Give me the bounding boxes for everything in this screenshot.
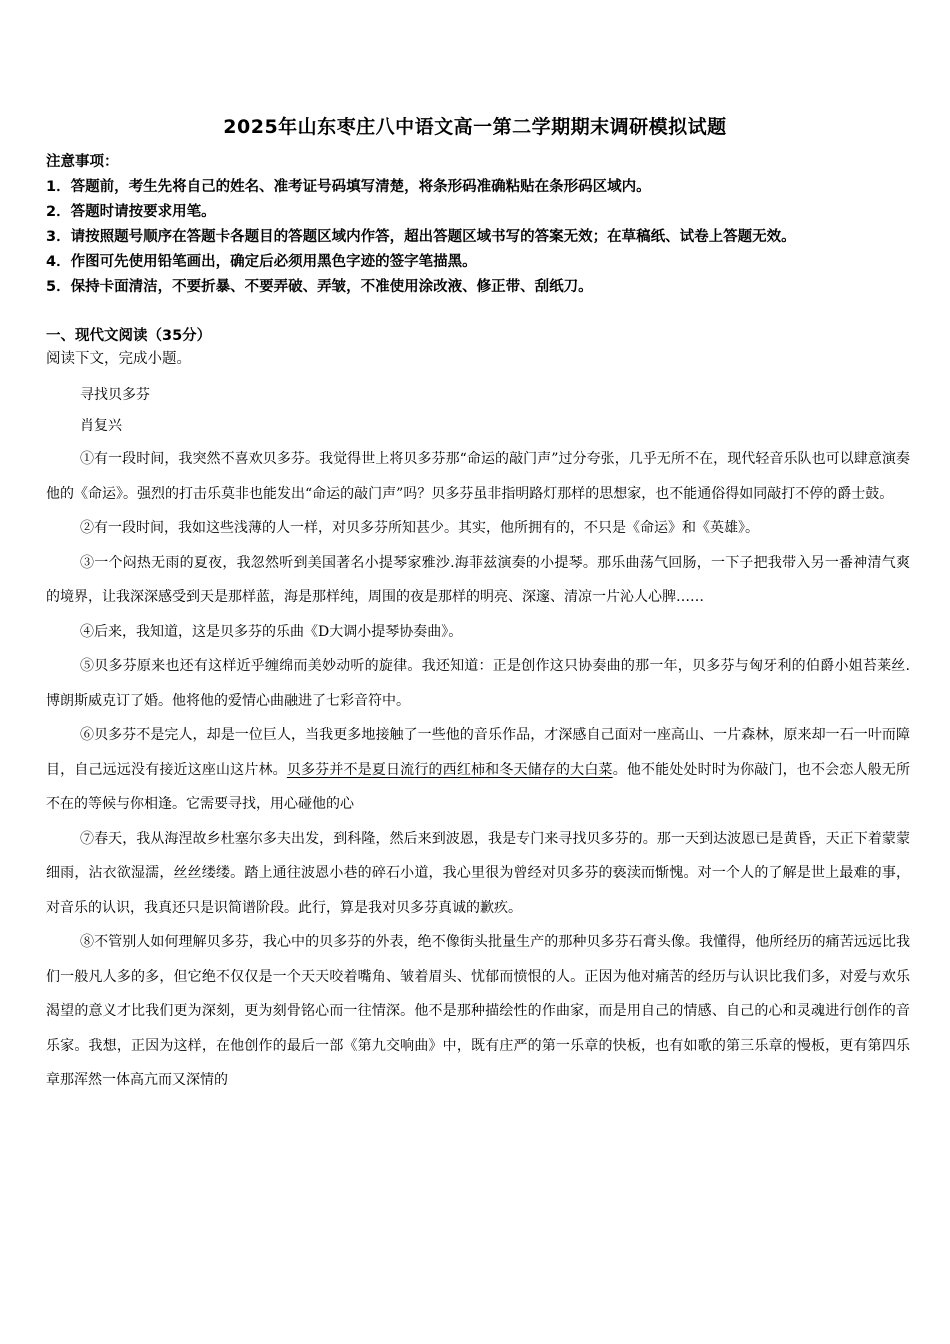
section-instruction: 阅读下文，完成小题。 xyxy=(46,351,191,367)
paragraph-2: ②有一段时间，我如这些浅薄的人一样，对贝多芬所知甚少。其实，他所拥有的，不只是《命运》和《英雄》。 xyxy=(80,520,759,536)
paragraph-4: ④后来，我知道，这是贝多芬的乐曲《D大调小提琴协奏曲》。 xyxy=(80,623,463,640)
paragraph-3: ③一个闷热无雨的夏夜，我忽然听到美国著名小提琴家雅沙.海菲兹演奏的小提琴。那乐曲荡气回肠，一下子把我带入另一番神清气爽的境界，让我深深感受到天是那样蓝，海是那样纯，周围的夜是那样的明亮、深邃、清凉一片沁人心脾…… xyxy=(46,554,910,605)
notice-item-1: 1．答题前，考生先将自己的姓名、准考证号码填写清楚，将条形码准确粘贴在条形码区域内。 xyxy=(46,179,651,195)
paragraph-6-start: ⑥贝多芬不是完人，却是一位巨人，当我更多地接触了一些他的音乐作品，才深感自己面对一座高山、一片森林，原来却一石一叶而障目，自己远远没有接近这座山这片林。 xyxy=(46,727,910,778)
exam-title: 2025年山东枣庄八中语文高一第二学期期末调研模拟试题 xyxy=(223,116,727,138)
section-heading: 一、现代文阅读（35分） xyxy=(46,328,212,344)
notice-heading: 注意事项： xyxy=(46,154,119,170)
paragraph-7: ⑦春天，我从海涅故乡杜塞尔多夫出发，到科隆，然后来到波恩，我是专门来寻找贝多芬的。那一天到达波恩已是黄昏，天正下着蒙蒙细雨，沾衣欲湿濡，丝丝缕缕。踏上通往波恩小巷的碎石小道，我心里很为曾经对贝多芬的亵渎而惭愧。对一个人的了解是世上最难的事，对音乐的认识，我真还只是识简谱阶段。此行，算是我对贝多芬真诚的歉疚。 xyxy=(46,830,910,916)
paragraph-6-end: 。他不能处处时时为你敲门，也不会恋人般无所不在的等候与你相逢。它需要寻找，用心碰他的心 xyxy=(46,761,911,812)
article-body xyxy=(46,380,910,1098)
paragraph-1: ①有一段时间，我突然不喜欢贝多芬。我觉得世上将贝多芬那“命运的敲门声”过分夸张，几乎无所不在，现代轻音乐队也可以肆意演奏他的《命运》。强烈的打击乐莫非也能发出“命运的敲门声”吗？贝多芬虽非指明路灯那样的思想家，也不能通俗得如同敲打不停的爵士鼓。 xyxy=(46,451,910,502)
notice-item-3: 3．请按照题号顺序在答题卡各题目的答题区域内作答，超出答题区域书写的答案无效；在草稿纸、试卷上答题无效。 xyxy=(46,229,796,245)
underlined-sentence: 贝多芬并不是夏日流行的西红柿和冬天储存的大白菜 xyxy=(286,761,613,778)
paragraph-5: ⑤贝多芬原来也还有这样近乎缠绵而美妙动听的旋律。我还知道：正是创作这只协奏曲的那一年，贝多芬与匈牙利的伯爵小姐苔莱丝.博朗斯威克订了婚。他将他的爱情心曲融进了七彩音符中。 xyxy=(46,658,910,709)
paragraph-6 xyxy=(46,718,910,822)
article-author: 肖复兴 xyxy=(80,418,122,434)
notice-item-2: 2．答题时请按要求用笔。 xyxy=(46,204,216,220)
notice-item-4: 4．作图可先使用铅笔画出，确定后必须用黑色字迹的签字笔描黑。 xyxy=(46,254,477,270)
notice-item-5: 5．保持卡面清洁，不要折暴、不要弄破、弄皱，不准使用涂改液、修正带、刮纸刀。 xyxy=(46,279,593,295)
paragraph-8: ⑧不管别人如何理解贝多芬，我心中的贝多芬的外表，绝不像街头批量生产的那种贝多芬石膏头像。我懂得，他所经历的痛苦远远比我们一般凡人多的多，但它绝不仅仅是一个天天咬着嘴角、皱着眉头、忧郁而愤恨的人。正因为他对痛苦的经历与认识比我们多，对爱与欢乐渴望的意义才比我们更为深刻，更为刻骨铭心而一往情深。他不是那种描绘性的作曲家，而是用自己的情感、自己的心和灵魂进行创作的音乐家。我想，正因为这样，在他创作的最后一部《第九交响曲》中，既有庄严的第一乐章的快板，也有如歌的第三乐章的慢板，更有第四乐章那浑然一体高亢而又深情的 xyxy=(46,934,910,1088)
article-title: 寻找贝多芬 xyxy=(80,387,150,403)
section-one xyxy=(46,325,916,371)
notice-block xyxy=(46,150,916,300)
